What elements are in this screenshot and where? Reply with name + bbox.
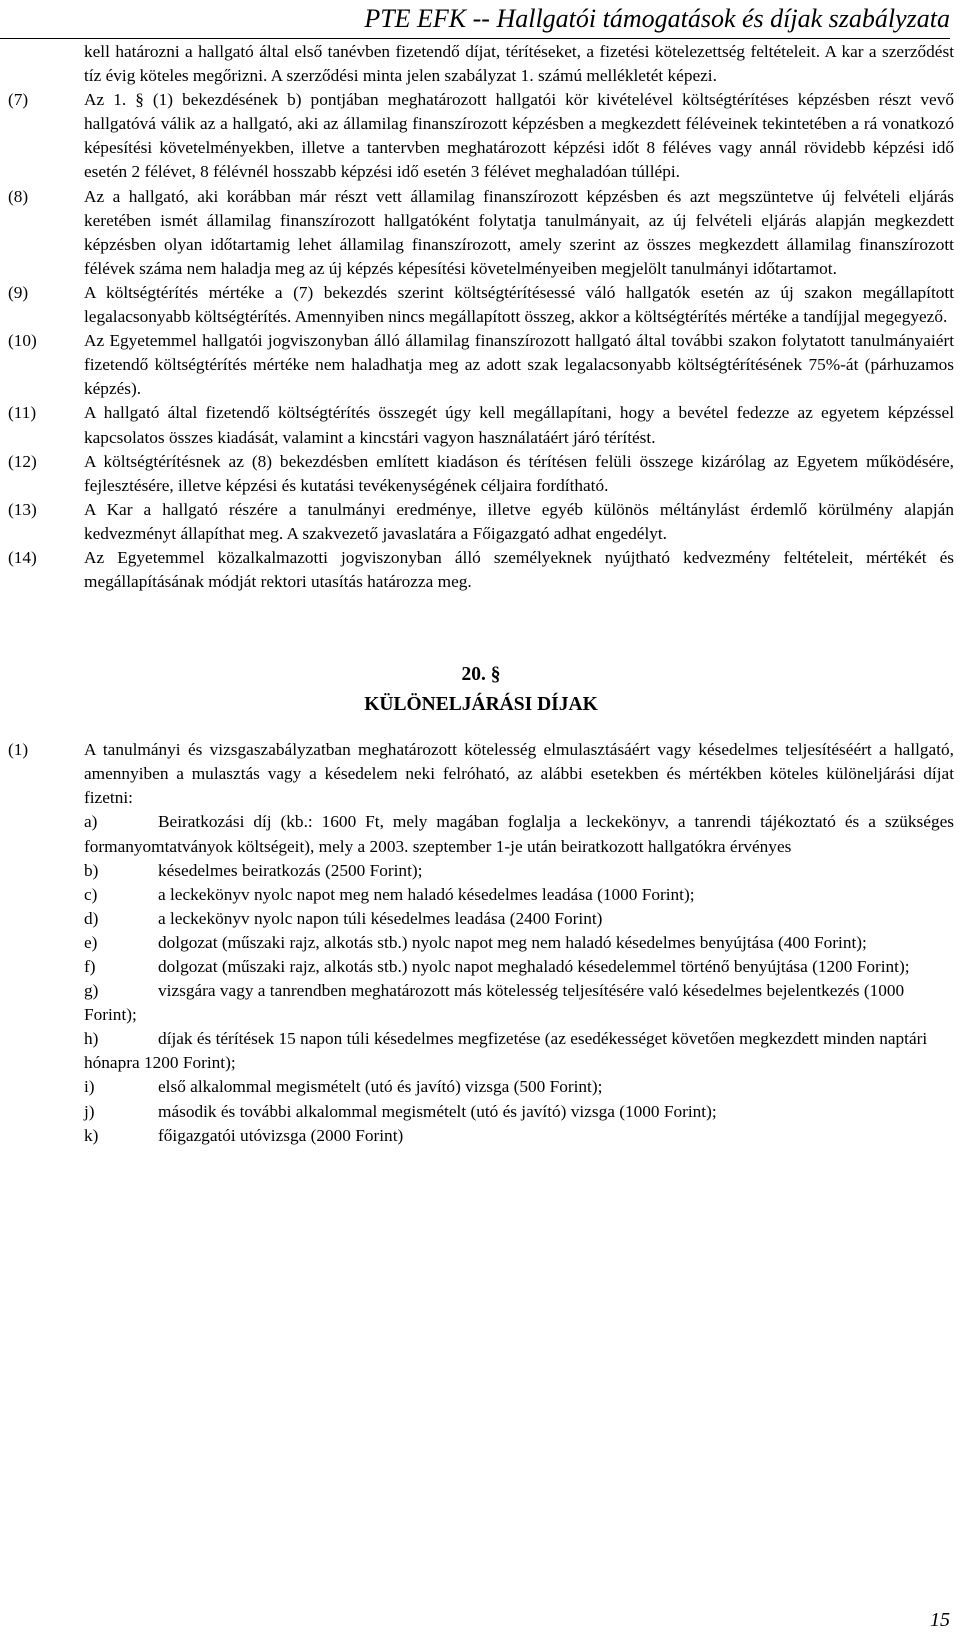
- paragraph-number: (9): [8, 282, 29, 302]
- paragraph-text: Az Egyetemmel közalkalmazotti jogviszonyban álló személyeknek nyújtható kedvezmény feltételeit, mértékét és megállapításának módját rektori utasítás határozza meg.: [84, 547, 954, 592]
- list-item-b: [8, 859, 954, 883]
- paragraph-text: A hallgató által fizetendő költségtérítés összegét úgy kell megállapítani, hogy a bevétel fedezze az egyetem képzéssel kapcsolatos összes kiadását, valamint a kincstári vagyon használatáért járó térítést.: [84, 403, 954, 447]
- list-item-letter: k): [84, 1125, 99, 1145]
- list-item-h: [8, 1027, 954, 1075]
- spacer: [8, 720, 954, 738]
- paragraph-11: [8, 401, 954, 449]
- list-item-letter: a): [84, 812, 98, 832]
- paragraph-text: A tanulmányi és vizsgaszabályzatban meghatározott kötelesség elmulasztásáért vagy késedelmes teljesítéséért a hallgató, amennyiben a mulasztás vagy a késedelem neki felróható, az alábbi esetekben és mértékben köteles különeljárási díjat fizetni:: [84, 740, 954, 808]
- list-item-letter: g): [84, 981, 99, 1001]
- list-item-letter: b): [84, 860, 99, 880]
- list-item-text: első alkalommal megismételt (utó és javító) vizsga (500 Forint);: [158, 1077, 603, 1097]
- spacer: [8, 594, 954, 660]
- paragraph-12: [8, 450, 954, 498]
- document-body: [8, 40, 954, 1148]
- list-item-letter: i): [84, 1077, 95, 1097]
- list-item-text: Beiratkozási díj (kb.: 1600 Ft, mely magában foglalja a leckekönyv, a tanrendi tájékoztató és a szükséges formanyomtatványok költségeit), mely a 2003. szeptember 1-je után beiratkozott hallgatókra érvényes: [84, 812, 954, 856]
- paragraph-text: A költségtérítés mértéke a (7) bekezdés szerint költségtérítésessé váló hallgatók esetén az új szakon megállapított legalacsonyabb költségtérítés. Amennyiben nincs megállapított összeg, akkor a költségtérítés mértéke a tandíjjal megegyező.: [84, 282, 954, 327]
- list-item-letter: d): [84, 908, 99, 928]
- page-header: [0, 0, 950, 39]
- header-title: PTE EFK -- Hallgatói támogatások és díjak szabályzata: [364, 4, 950, 33]
- paragraph-number: (10): [8, 331, 37, 351]
- paragraph-14: [8, 546, 954, 594]
- list-item-c: [8, 883, 954, 907]
- paragraph-text: Az 1. § (1) bekezdésének b) pontjában meghatározott hallgatói kör kivételével költségtérítéses képzésben részt vevő hallgatóvá válik az a hallgató, aki az államilag finanszírozott képzésben a megkezdett féléveinek tekintetében a rá vonatkozó képesítési követelményekben, illetve a tantervben meghatározott képzési időt 8 féléves vagy annál rövidebb képzési idő esetén 2 félévet, 8 félévnél hosszabb képzési idő esetén 3 félévet meghaladóan túllépi.: [84, 90, 954, 182]
- list-item-g: [8, 979, 954, 1027]
- list-item-e: [8, 931, 954, 955]
- paragraph-9: [8, 281, 954, 329]
- paragraph-13: [8, 498, 954, 546]
- paragraph-number: (11): [8, 403, 37, 423]
- list-item-letter: j): [84, 1101, 95, 1121]
- intro-paragraph: kell határozni a hallgató által első tanévben fizetendő díjat, térítéseket, a fizetési kötelezettség feltételeit. A kar a szerződést tíz évig köteles megőrizni. A szerződési minta jelen szabályzat 1. számú mellékletét képezi.: [84, 42, 954, 86]
- paragraph-number: (8): [8, 186, 29, 206]
- list-item-j: [8, 1100, 954, 1124]
- paragraph-text: Az a hallgató, aki korábban már részt vett államilag finanszírozott képzésben és azt megszüntetve új felvételi eljárás keretében ismét államilag finanszírozott hallgatóként folytatja tanulmányait, az új felvételi eljárás alapján megkezdett képzésben olyan időtartamig lehet államilag finanszírozott, amely szerint az összes megkezdett államilag finanszírozott félévek száma nem haladja meg az új képzés képesítési követelményeiben megjelölt tanulmányi időtartamot.: [84, 186, 954, 278]
- list-item-letter: e): [84, 932, 98, 952]
- list-item-f: [8, 955, 954, 979]
- list-item-letter: f): [84, 957, 96, 976]
- section-title: KÜLÖNELJÁRÁSI DÍJAK: [364, 694, 598, 716]
- list-item-letter: c): [84, 884, 98, 904]
- paragraph-8: [8, 185, 954, 281]
- paragraph-text: Az Egyetemmel hallgatói jogviszonyban álló államilag finanszírozott hallgató által további szakon folytatott tanulmányaiért fizetendő költségtérítés mértéke nem haladhatja meg az adott szak legalacsonyabb költségtérítésének 75%-át (párhuzamos képzés).: [84, 331, 954, 399]
- list-item-text: dolgozat (műszaki rajz, alkotás stb.) nyolc napot meg nem haladó késedelmes benyújtása (400 Forint);: [158, 932, 867, 952]
- paragraph-number: (7): [8, 90, 29, 110]
- list-item-text: a leckekönyv nyolc napon túli késedelmes leadása (2400 Forint): [158, 908, 603, 928]
- paragraph-10: [8, 329, 954, 401]
- paragraph-number: (14): [8, 547, 37, 567]
- list-item-letter: h): [84, 1029, 99, 1049]
- section-paragraph-1: [8, 738, 954, 810]
- list-item-a: [8, 810, 954, 858]
- list-item-k: [8, 1124, 954, 1148]
- paragraph-number: (12): [8, 451, 37, 471]
- paragraph-text: A költségtérítésnek az (8) bekezdésben említett kiadáson és térítésen felüli összege kizárólag az Egyetem működésére, fejlesztésére, illetve képzési és kutatási tevékenységének céljaira fordítható.: [84, 451, 954, 495]
- paragraph-number: (13): [8, 499, 37, 519]
- list-item-text: dolgozat (műszaki rajz, alkotás stb.) nyolc napot meghaladó késedelemmel történő benyújtása (1200 Forint);: [158, 957, 910, 976]
- paragraph-number: (1): [8, 740, 29, 760]
- page-number: 15: [930, 1609, 950, 1631]
- list-item-i: [8, 1075, 954, 1099]
- list-item-text: második és további alkalommal megismételt (utó és javító) vizsga (1000 Forint);: [158, 1101, 717, 1121]
- list-item-text: vizsgára vagy a tanrendben meghatározott más kötelesség teljesítésére való késedelmes bejelentkezés (1000 Forint);: [84, 981, 905, 1025]
- list-item-text: díjak és térítések 15 napon túli késedelmes megfizetése (az esedékességet követően megkezdett minden naptári hónapra 1200 Forint);: [84, 1029, 928, 1073]
- list-item-text: főigazgatói utóvizsga (2000 Forint): [158, 1125, 404, 1145]
- paragraph-text: A Kar a hallgató részére a tanulmányi eredménye, illetve egyéb különös méltánylást érdemlő körülmény alapján kedvezményt állapíthat meg. A szakvezető javaslatára a Főigazgató adhat engedélyt.: [84, 499, 954, 543]
- section-number: 20. §: [461, 664, 501, 686]
- paragraph-7: [8, 88, 954, 184]
- list-item-d: [8, 907, 954, 931]
- list-item-text: késedelmes beiratkozás (2500 Forint);: [158, 860, 423, 880]
- list-item-text: a leckekönyv nyolc napot meg nem haladó késedelmes leadása (1000 Forint);: [158, 884, 695, 904]
